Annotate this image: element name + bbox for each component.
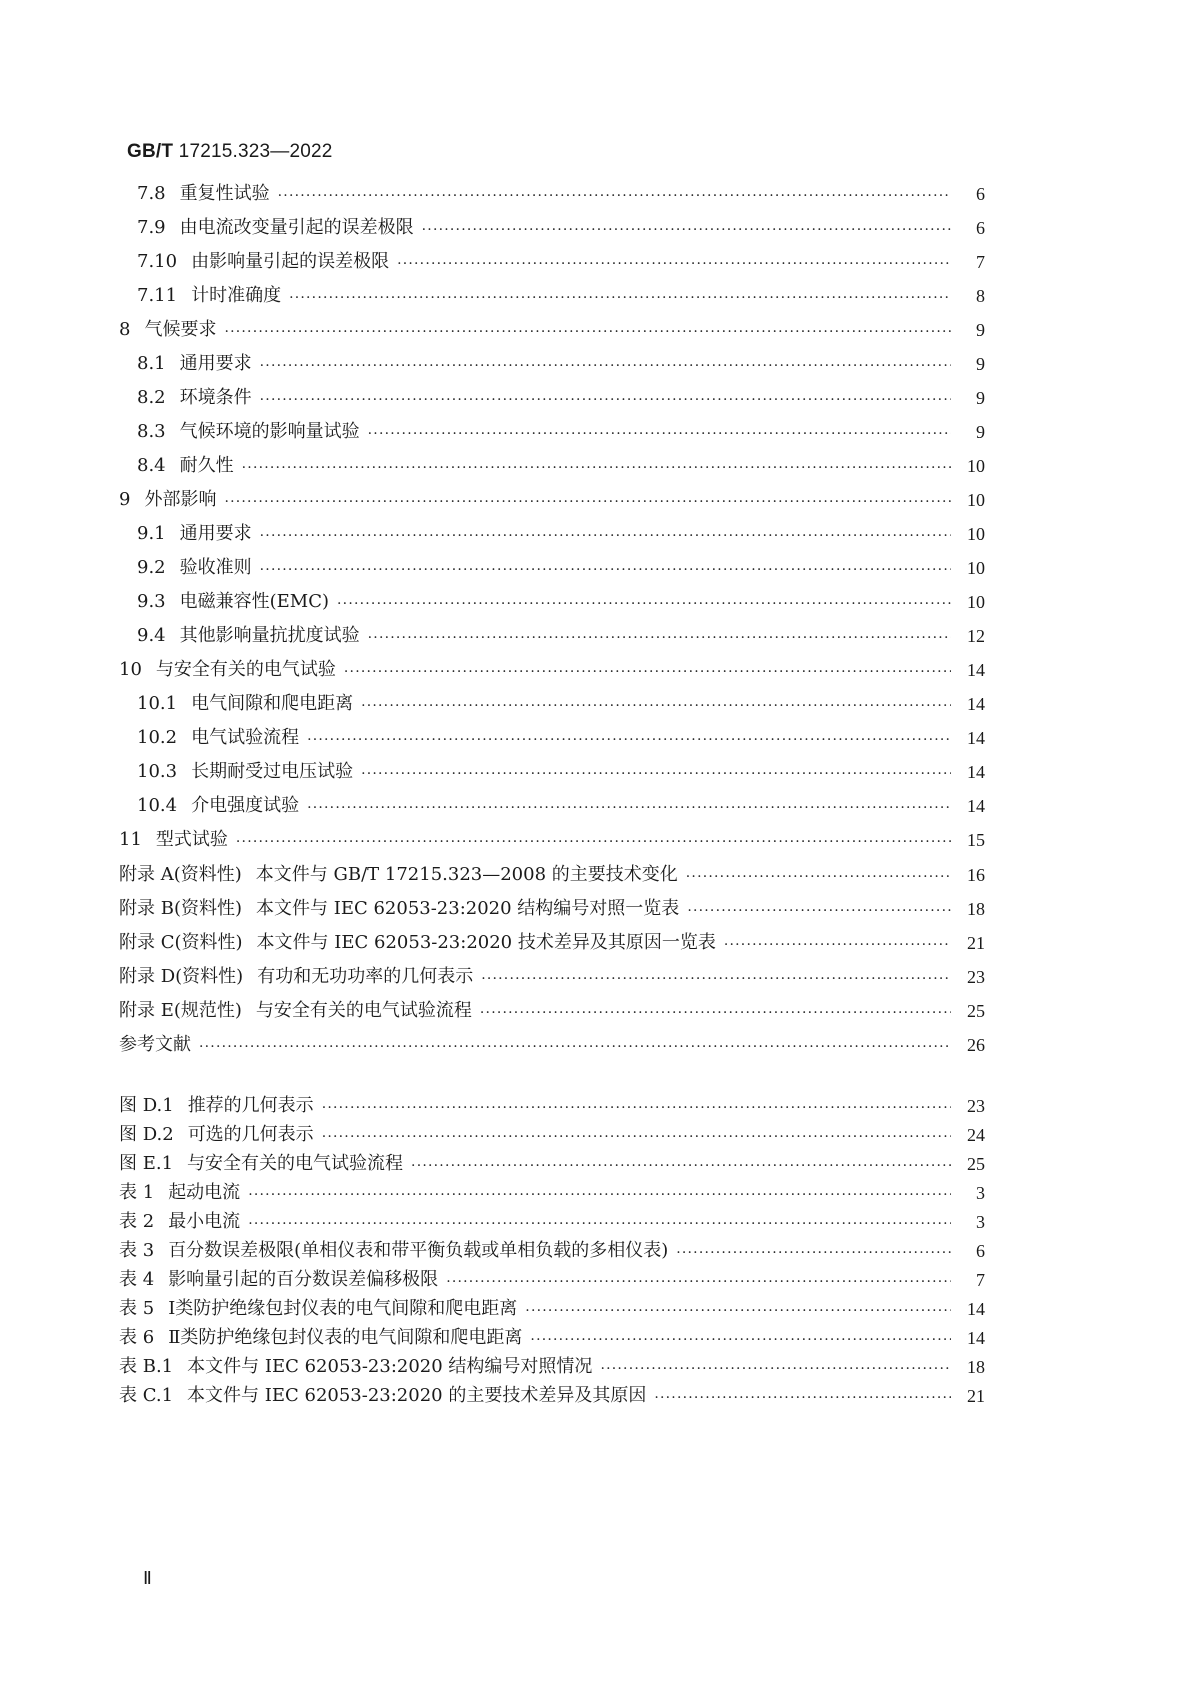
toc-entry-number: 7.9 [137,217,166,238]
toc-entry[interactable] [137,791,985,821]
toc-entry-title: 有功和无功功率的几何表示 [257,966,474,987]
table-list-entry[interactable] [119,1352,985,1382]
dot-leader [322,1091,951,1121]
dot-leader [676,1236,951,1266]
list-entry-title: 影响量引起的百分数误差偏移极限 [168,1269,439,1290]
toc-entry-page: 14 [967,796,985,816]
toc-entry-number: 10.2 [137,727,178,748]
dot-leader [530,1323,951,1353]
toc-entry[interactable] [119,860,985,890]
dot-leader [278,179,951,209]
list-entry-number: 表 C.1 [119,1385,174,1406]
figure-list-entry[interactable] [119,1091,985,1121]
toc-entry-number: 9.1 [137,523,166,544]
toc-entry-number: 7.10 [137,251,178,272]
list-entry-page: 7 [976,1270,985,1290]
toc-entry-title: 环境条件 [179,387,252,408]
dot-leader [600,1352,951,1382]
toc-entry[interactable] [137,757,985,787]
dot-leader [481,962,951,992]
toc-entry[interactable] [137,247,985,277]
dot-leader [260,553,951,583]
toc-entry-title: 本文件与 IEC 62053-23:2020 技术差异及其原因一览表 [256,932,716,953]
toc-entry-title: 电磁兼容性(EMC) [179,591,330,612]
toc-entry[interactable] [119,928,985,958]
document-header [127,141,333,163]
toc-entry[interactable] [137,417,985,447]
toc-entry-page: 9 [976,422,985,442]
toc-entry[interactable] [137,587,985,617]
list-entry-title: 起动电流 [168,1182,241,1203]
toc-entry-page: 6 [976,184,985,204]
dot-leader [361,689,951,719]
list-entry-number: 表 4 [119,1269,155,1290]
dot-leader [260,383,951,413]
list-entry-page: 23 [967,1096,985,1116]
toc-entry-page: 10 [967,490,985,510]
toc-entry-number: 附录 C(资料性) [119,932,243,953]
toc-entry-number: 8.2 [137,387,166,408]
toc-entry[interactable] [137,179,985,209]
toc-entry-page: 9 [976,354,985,374]
toc-entry-page: 10 [967,592,985,612]
table-list-entry[interactable] [119,1381,985,1411]
toc-entry-number: 10.3 [137,761,178,782]
toc-entry-title: 外部影响 [144,489,217,510]
list-entry-number: 表 3 [119,1240,155,1261]
list-entry-number: 图 D.1 [119,1095,174,1116]
toc-entry-number: 9.2 [137,557,166,578]
figure-list-entry[interactable] [119,1120,985,1150]
toc-entry-number: 10.1 [137,693,178,714]
dot-leader [199,1030,951,1060]
list-entry-title: 推荐的几何表示 [187,1095,314,1116]
toc-entry-title: 参考文献 [119,1034,191,1055]
toc-entry-number: 10.4 [137,795,178,816]
toc-entry-title: 计时准确度 [191,285,282,306]
dot-leader [236,825,951,855]
dot-leader [307,791,951,821]
toc-entry-page: 10 [967,558,985,578]
toc-entry[interactable] [137,723,985,753]
toc-entry-title: 通用要求 [179,353,252,374]
page-number-footer: Ⅱ [143,1568,152,1588]
toc-entry[interactable] [119,655,985,685]
dot-leader [724,928,951,958]
toc-entry-title: 重复性试验 [179,183,270,204]
table-list-entry[interactable] [119,1207,985,1237]
figure-list-entry[interactable] [119,1149,985,1179]
toc-entry-title: 介电强度试验 [191,795,300,816]
dot-leader [687,894,951,924]
dot-leader [289,281,951,311]
list-entry-title: Ⅰ类防护绝缘包封仪表的电气间隙和爬电距离 [168,1298,518,1319]
toc-entry-title: 通用要求 [179,523,252,544]
toc-entry[interactable] [119,996,985,1026]
toc-entry-title: 与安全有关的电气试验流程 [255,1000,472,1021]
toc-entry-number: 附录 B(资料性) [119,898,242,919]
toc-entry-number: 8.4 [137,455,166,476]
toc-entry-page: 7 [976,252,985,272]
list-entry-page: 14 [967,1328,985,1348]
toc-entry-number: 附录 A(资料性) [119,864,242,885]
toc-entry-title: 电气试验流程 [191,727,300,748]
toc-entry-page: 10 [967,456,985,476]
dot-leader [224,315,951,345]
dot-leader [322,1120,951,1150]
toc-entry-page: 26 [967,1035,985,1055]
toc-entry-title: 本文件与 IEC 62053-23:2020 结构编号对照一览表 [256,898,680,919]
dot-leader [368,417,951,447]
toc-entry[interactable] [137,451,985,481]
toc-entry-page: 14 [967,694,985,714]
table-list-entry[interactable] [119,1323,985,1353]
list-entry-page: 3 [976,1183,985,1203]
dot-leader [397,247,951,277]
toc-entry-number: 10 [119,659,142,680]
toc-entry-title: 本文件与 GB/T 17215.323—2008 的主要技术变化 [255,864,678,885]
list-entry-number: 表 6 [119,1327,155,1348]
toc-entry-number: 8.3 [137,421,166,442]
list-entry-number: 表 5 [119,1298,155,1319]
toc-entry-page: 21 [967,933,985,953]
dot-leader [525,1294,951,1324]
standard-number: 17215.323—2022 [178,141,333,162]
toc-entry-number: 9 [119,489,131,510]
list-entry-number: 表 1 [119,1182,155,1203]
toc-entry-title: 气候环境的影响量试验 [179,421,360,442]
list-entry-title: 本文件与 IEC 62053-23:2020 结构编号对照情况 [187,1356,593,1377]
toc-entry-title: 与安全有关的电气试验 [155,659,336,680]
dot-leader [337,587,951,617]
dot-leader [344,655,951,685]
list-entry-title: 本文件与 IEC 62053-23:2020 的主要技术差异及其原因 [187,1385,647,1406]
toc-entry-title: 长期耐受过电压试验 [191,761,354,782]
toc-entry-page: 12 [967,626,985,646]
table-list-entry[interactable] [119,1178,985,1208]
list-entry-page: 24 [967,1125,985,1145]
list-entry-number: 图 E.1 [119,1153,174,1174]
toc-entry-page: 9 [976,388,985,408]
toc-entry-page: 6 [976,218,985,238]
table-list-entry[interactable] [119,1265,985,1295]
toc-entry[interactable] [137,553,985,583]
dot-leader [411,1149,951,1179]
toc-entry[interactable] [137,349,985,379]
list-entry-title: Ⅱ类防护绝缘包封仪表的电气间隙和爬电距离 [168,1327,523,1348]
toc-entry-number: 7.11 [137,285,178,306]
toc-entry-title: 型式试验 [155,829,228,850]
dot-leader [260,519,951,549]
toc-entry-title: 由影响量引起的误差极限 [191,251,390,272]
list-entry-title: 与安全有关的电气试验流程 [187,1153,404,1174]
dot-leader [361,757,951,787]
toc-entry-number: 附录 E(规范性) [119,1000,242,1021]
toc-entry-number: 11 [119,829,142,850]
toc-entry[interactable] [119,962,985,992]
dot-leader [480,996,951,1026]
dot-leader [368,621,951,651]
toc-entry[interactable] [119,825,985,855]
toc-entry[interactable] [137,621,985,651]
dot-leader [307,723,951,753]
toc-entry[interactable] [137,281,985,311]
dot-leader [654,1381,951,1411]
list-entry-title: 最小电流 [168,1211,241,1232]
dot-leader [248,1207,951,1237]
toc-entry-page: 9 [976,320,985,340]
toc-entry-page: 16 [967,865,985,885]
toc-entry[interactable] [119,1030,985,1060]
toc-entry-number: 7.8 [137,183,166,204]
dot-leader [242,451,951,481]
standard-code: GB/T [127,141,174,162]
toc-entry-page: 23 [967,967,985,987]
toc-entry-page: 14 [967,728,985,748]
list-entry-page: 14 [967,1299,985,1319]
toc-entry[interactable] [137,519,985,549]
list-entry-number: 表 B.1 [119,1356,174,1377]
list-entry-page: 21 [967,1386,985,1406]
dot-leader [260,349,951,379]
table-list-entry[interactable] [119,1294,985,1324]
toc-entry[interactable] [119,894,985,924]
toc-entry-title: 耐久性 [179,455,234,476]
toc-entry-title: 气候要求 [144,319,217,340]
dot-leader [224,485,951,515]
toc-entry-number: 8 [119,319,131,340]
toc-entry-number: 附录 D(资料性) [119,966,244,987]
toc-entry[interactable] [119,485,985,515]
toc-entry-page: 10 [967,524,985,544]
table-list-entry[interactable] [119,1236,985,1266]
list-entry-number: 表 2 [119,1211,155,1232]
toc-entry-page: 18 [967,899,985,919]
dot-leader [422,213,951,243]
list-entry-title: 可选的几何表示 [187,1124,314,1145]
toc-entry[interactable] [137,213,985,243]
dot-leader [248,1178,951,1208]
list-entry-page: 3 [976,1212,985,1232]
toc-entry[interactable] [137,383,985,413]
toc-entry-number: 8.1 [137,353,166,374]
dot-leader [686,860,951,890]
dot-leader [446,1265,951,1295]
toc-entry[interactable] [119,315,985,345]
toc-entry-page: 14 [967,660,985,680]
list-entry-page: 6 [976,1241,985,1261]
toc-entry[interactable] [137,689,985,719]
toc-entry-page: 8 [976,286,985,306]
toc-entry-number: 9.3 [137,591,166,612]
toc-entry-title: 验收准则 [179,557,252,578]
toc-entry-page: 25 [967,1001,985,1021]
toc-entry-page: 15 [967,830,985,850]
toc-entry-title: 由电流改变量引起的误差极限 [179,217,414,238]
toc-entry-page: 14 [967,762,985,782]
list-entry-page: 18 [967,1357,985,1377]
toc-entry-title: 电气间隙和爬电距离 [191,693,354,714]
list-entry-page: 25 [967,1154,985,1174]
toc-entry-title: 其他影响量抗扰度试验 [179,625,360,646]
list-entry-number: 图 D.2 [119,1124,174,1145]
toc-entry-number: 9.4 [137,625,166,646]
list-entry-title: 百分数误差极限(单相仪表和带平衡负载或单相负载的多相仪表) [168,1240,669,1261]
